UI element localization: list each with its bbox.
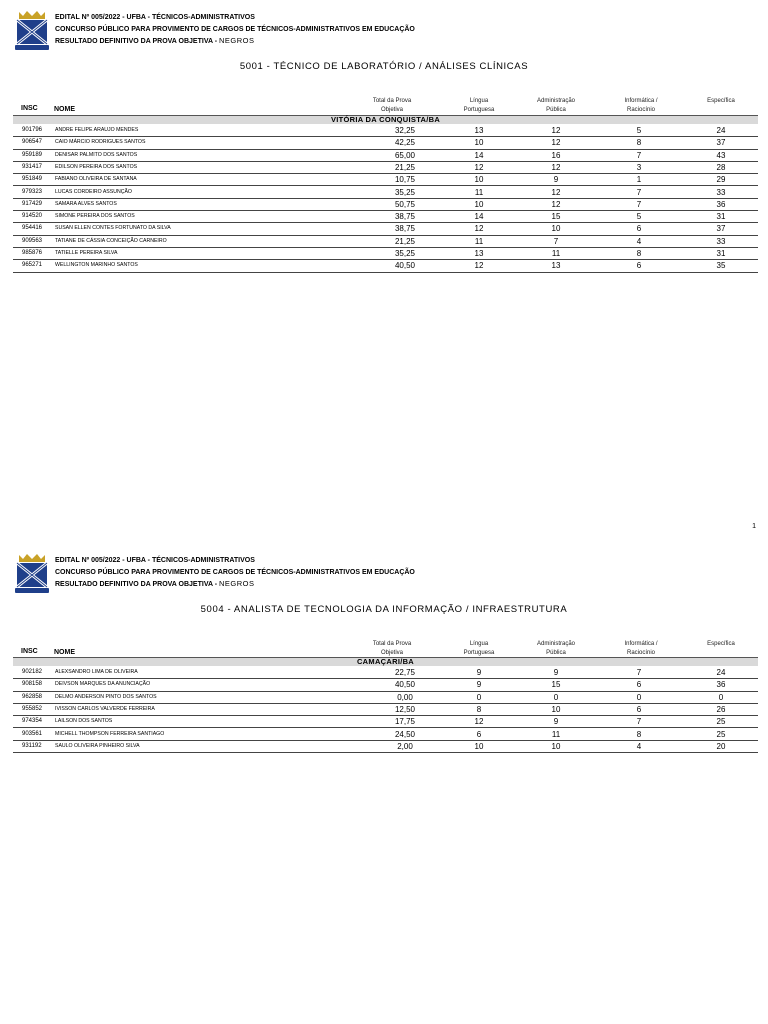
col-header-ir: Informática / Raciocínio [624, 98, 658, 113]
table-row [13, 740, 758, 753]
public-admin-score-cell: 9 [553, 668, 559, 677]
public-admin-score-cell: 12 [551, 138, 561, 148]
name-cell: TATIANE DE CÁSSIA CONCEIÇÃO CARNEIRO [55, 237, 167, 244]
specific-score-cell: 26 [716, 704, 726, 714]
name-cell: SAMARA ALVES SANTOS [55, 200, 117, 207]
table-row [13, 715, 758, 728]
portuguese-score-cell: 11 [474, 236, 484, 246]
public-admin-score-cell: 9 [553, 175, 559, 185]
col-header-esp: Específica [707, 641, 735, 647]
name-cell: SAULO OLIVEIRA PINHEIRO SILVA [55, 742, 140, 749]
name-cell: CAIO MÁRCIO RODRIGUES SANTOS [55, 139, 146, 146]
name-cell: MICHELL THOMPSON FERREIRA SANTIAGO [55, 730, 165, 737]
public-admin-score-cell: 10 [551, 704, 561, 714]
insc-cell: 931192 [22, 742, 42, 749]
total-score-cell: 38,75 [394, 224, 416, 234]
specific-score-cell: 33 [716, 187, 726, 197]
total-score-cell: 10,75 [394, 175, 416, 185]
total-score-cell: 65,00 [394, 150, 416, 160]
total-score-cell: 2,00 [397, 741, 413, 751]
informatics-score-cell: 8 [636, 249, 642, 258]
informatics-score-cell: 7 [636, 668, 642, 677]
portuguese-score-cell: 11 [474, 187, 484, 197]
informatics-score-cell: 4 [636, 236, 642, 246]
group-location: VITÓRIA DA CONQUISTA/BA [13, 116, 758, 124]
specific-score-cell: 24 [716, 126, 726, 135]
group-location: CAMAÇARI/BA [13, 658, 758, 666]
total-score-cell: 32,25 [394, 126, 416, 135]
total-score-cell: 38,75 [394, 212, 416, 222]
portuguese-score-cell: 12 [474, 717, 484, 727]
insc-cell: 951849 [22, 176, 43, 183]
ufba-logo-icon [13, 553, 51, 595]
table-row [13, 259, 758, 272]
specific-score-cell: 20 [716, 741, 726, 751]
portuguese-score-cell: 10 [474, 175, 484, 185]
table-row [13, 235, 758, 248]
portuguese-score-cell: 14 [474, 212, 484, 222]
total-score-cell: 17,75 [394, 717, 416, 727]
table-row [13, 666, 758, 679]
specific-score-cell: 37 [716, 138, 726, 148]
insc-cell: 901796 [22, 127, 43, 133]
table-row [13, 198, 758, 211]
specific-score-cell: 25 [716, 729, 726, 739]
specific-score-cell: 31 [716, 249, 726, 258]
public-admin-score-cell: 15 [551, 680, 561, 690]
table-row [13, 691, 758, 704]
insc-cell: 931417 [22, 163, 43, 170]
result-line: RESULTADO DEFINITIVO DA PROVA OBJETIVA - NEGROS [55, 36, 255, 45]
total-score-cell: 21,25 [394, 236, 416, 246]
public-admin-score-cell: 0 [553, 692, 559, 702]
public-admin-score-cell: 16 [551, 150, 561, 160]
public-admin-score-cell: 9 [553, 717, 559, 727]
portuguese-score-cell: 9 [476, 668, 482, 677]
insc-cell: 909563 [22, 237, 43, 244]
total-score-cell: 12,50 [394, 704, 416, 714]
informatics-score-cell: 4 [636, 741, 642, 751]
specific-score-cell: 29 [716, 175, 726, 185]
table-row [13, 186, 758, 199]
insc-cell: 965271 [22, 262, 43, 269]
portuguese-score-cell: 13 [474, 249, 484, 258]
informatics-score-cell: 7 [636, 187, 642, 197]
col-header-lp: Língua Portuguesa [463, 98, 495, 113]
result-line: RESULTADO DEFINITIVO DA PROVA OBJETIVA - NEGROS [55, 579, 255, 588]
name-cell: WELLINGTON MARINHO SANTOS [55, 262, 138, 269]
name-cell: SUSAN ELLEN CONTES FORTUNATO DA SILVA [55, 225, 171, 232]
public-admin-score-cell: 12 [551, 187, 561, 197]
portuguese-score-cell: 12 [474, 224, 484, 234]
contest-line: CONCURSO PÚBLICO PARA PROVIMENTO DE CARGOS DE TÉCNICOS-ADMINISTRATIVOS EM EDUCAÇÃO [55, 568, 415, 576]
informatics-score-cell: 8 [636, 138, 642, 148]
result-section-1 [0, 10, 768, 290]
insc-cell: 906547 [22, 139, 43, 146]
table-row [13, 136, 758, 149]
col-header-total: Total da Prova Objetiva [372, 98, 412, 113]
informatics-score-cell: 3 [636, 162, 642, 172]
public-admin-score-cell: 11 [551, 249, 561, 258]
insc-cell: 955852 [22, 705, 43, 712]
informatics-score-cell: 7 [636, 199, 642, 209]
insc-cell: 959189 [22, 151, 43, 158]
portuguese-score-cell: 6 [476, 729, 482, 739]
specific-score-cell: 0 [718, 692, 724, 702]
col-header-ir: Informática / Raciocínio [624, 641, 658, 656]
col-header-lp: Língua Portuguesa [463, 641, 495, 656]
specific-score-cell: 35 [716, 261, 726, 271]
name-cell: LUCAS CORDEIRO ASSUNÇÃO [55, 188, 132, 195]
total-score-cell: 24,50 [394, 729, 416, 739]
table-row [13, 161, 758, 174]
portuguese-score-cell: 14 [474, 150, 484, 160]
col-header-ap: Administração Pública [536, 98, 575, 113]
informatics-score-cell: 0 [636, 692, 642, 702]
specific-score-cell: 36 [716, 199, 726, 209]
public-admin-score-cell: 10 [551, 224, 561, 234]
name-cell: ANDRE FELIPE ARAUJO MENDES [55, 127, 139, 133]
total-score-cell: 40,50 [394, 261, 416, 271]
portuguese-score-cell: 9 [476, 680, 482, 690]
col-header-insc: INSC [21, 105, 38, 112]
specific-score-cell: 28 [716, 162, 726, 172]
insc-cell: 974354 [22, 718, 43, 725]
section-title: 5001 - TÉCNICO DE LABORATÓRIO / ANÁLISES CLÍNICAS [239, 61, 529, 72]
insc-cell: 979323 [22, 188, 43, 195]
name-cell: DELMO ANDERSON PINTO DOS SANTOS [55, 693, 157, 700]
table-row [13, 210, 758, 223]
table-row [13, 678, 758, 691]
name-cell: TATIELLE PEREIRA SILVA [55, 250, 118, 256]
total-score-cell: 22,75 [394, 668, 416, 677]
total-score-cell: 42,25 [394, 138, 416, 148]
col-header-total: Total da Prova Objetiva [372, 641, 412, 656]
portuguese-score-cell: 10 [474, 199, 484, 209]
portuguese-score-cell: 12 [474, 261, 484, 271]
ufba-logo-icon [13, 10, 51, 52]
document-header [55, 12, 415, 48]
col-header-nome: NOME [54, 106, 75, 113]
table-row [13, 149, 758, 162]
document-header [55, 555, 415, 591]
informatics-score-cell: 6 [636, 680, 642, 690]
insc-cell: 903561 [22, 730, 43, 737]
specific-score-cell: 31 [716, 212, 726, 222]
edital-line: EDITAL Nº 005/2022 - UFBA - TÉCNICOS-ADMINISTRATIVOS [55, 557, 255, 564]
table-row [13, 124, 758, 137]
portuguese-score-cell: 10 [474, 741, 484, 751]
public-admin-score-cell: 11 [551, 729, 561, 739]
name-cell: FABIANO OLIVEIRA DE SANTANA [55, 176, 137, 183]
informatics-score-cell: 5 [636, 212, 642, 222]
total-score-cell: 21,25 [394, 162, 416, 172]
contest-line: CONCURSO PÚBLICO PARA PROVIMENTO DE CARGOS DE TÉCNICOS-ADMINISTRATIVOS EM EDUCAÇÃO [55, 25, 415, 33]
specific-score-cell: 36 [716, 680, 726, 690]
total-score-cell: 35,25 [394, 249, 416, 258]
portuguese-score-cell: 12 [474, 162, 484, 172]
specific-score-cell: 24 [716, 668, 726, 677]
public-admin-score-cell: 7 [553, 236, 559, 246]
section-title: 5004 - ANALISTA DE TECNOLOGIA DA INFORMAÇÃO / INFRAESTRUTURA [200, 604, 568, 615]
specific-score-cell: 25 [716, 717, 726, 727]
table-row [13, 703, 758, 716]
table-row [13, 222, 758, 235]
name-cell: DEIVSON MARQUES DA ANUNCIAÇÃO [55, 681, 151, 688]
public-admin-score-cell: 12 [551, 199, 561, 209]
portuguese-score-cell: 8 [476, 704, 482, 714]
edital-line: EDITAL Nº 005/2022 - UFBA - TÉCNICOS-ADMINISTRATIVOS [55, 14, 255, 21]
total-score-cell: 0,00 [397, 692, 413, 702]
name-cell: DENISAR PALMITO DOS SANTOS [55, 151, 138, 158]
table-row [13, 247, 758, 260]
insc-cell: 962858 [22, 693, 43, 700]
insc-cell: 902182 [22, 669, 43, 675]
informatics-score-cell: 5 [636, 126, 642, 135]
informatics-score-cell: 1 [636, 175, 642, 185]
table-row [13, 728, 758, 741]
col-header-esp: Específica [707, 98, 735, 104]
insc-cell: 985876 [22, 250, 43, 256]
insc-cell: 914520 [22, 213, 43, 220]
result-section-2 [0, 553, 768, 773]
name-cell: IVISSON CARLOS VALVERDE FERREIRA [55, 705, 155, 712]
insc-cell: 954416 [22, 225, 43, 232]
informatics-score-cell: 7 [636, 717, 642, 727]
name-cell: EDILSON PEREIRA DOS SANTOS [55, 163, 138, 170]
insc-cell: 908158 [22, 681, 43, 688]
portuguese-score-cell: 13 [474, 126, 484, 135]
specific-score-cell: 37 [716, 224, 726, 234]
table-row [13, 173, 758, 186]
insc-cell: 917429 [22, 200, 43, 207]
page-number: 1 [752, 523, 756, 530]
public-admin-score-cell: 13 [551, 261, 561, 271]
specific-score-cell: 33 [716, 236, 726, 246]
name-cell: SIMONE PEREIRA DOS SANTOS [55, 213, 135, 220]
informatics-score-cell: 7 [636, 150, 642, 160]
total-score-cell: 35,25 [394, 187, 416, 197]
portuguese-score-cell: 0 [476, 692, 482, 702]
col-header-nome: NOME [54, 649, 75, 656]
portuguese-score-cell: 10 [474, 138, 484, 148]
name-cell: ALEXSANDRO LIMA DE OLIVEIRA [55, 669, 138, 675]
col-header-insc: INSC [21, 648, 38, 655]
informatics-score-cell: 8 [636, 729, 642, 739]
informatics-score-cell: 6 [636, 261, 642, 271]
specific-score-cell: 43 [716, 150, 726, 160]
total-score-cell: 50,75 [394, 199, 416, 209]
public-admin-score-cell: 15 [551, 212, 561, 222]
informatics-score-cell: 6 [636, 224, 642, 234]
name-cell: LAILSON DOS SANTOS [55, 718, 113, 725]
public-admin-score-cell: 12 [551, 162, 561, 172]
informatics-score-cell: 6 [636, 704, 642, 714]
col-header-ap: Administração Pública [536, 641, 575, 656]
public-admin-score-cell: 10 [551, 741, 561, 751]
public-admin-score-cell: 12 [551, 126, 561, 135]
total-score-cell: 40,50 [394, 680, 416, 690]
